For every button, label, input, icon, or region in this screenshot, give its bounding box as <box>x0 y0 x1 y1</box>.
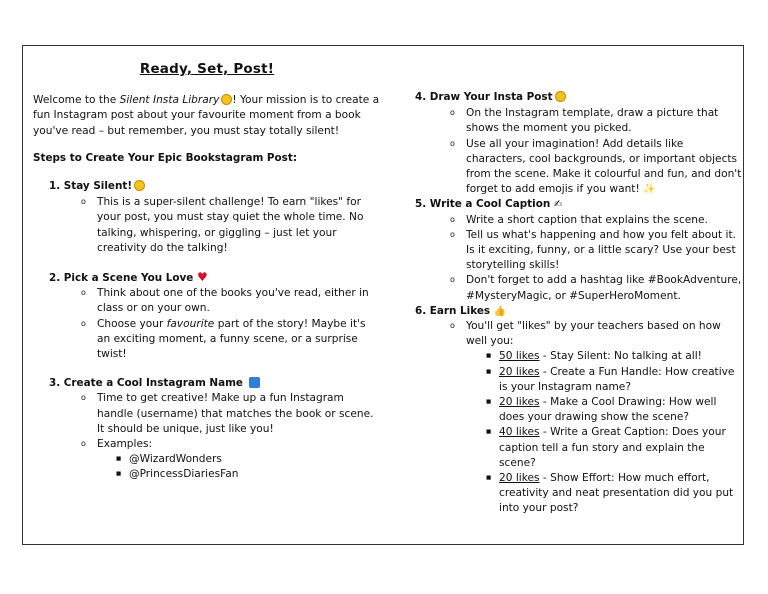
step-2-list <box>97 286 381 362</box>
name-badge-icon <box>249 377 260 388</box>
heart-icon: ♥ <box>196 270 208 285</box>
step-6-list <box>466 319 743 517</box>
smiling-face-icon <box>555 91 566 102</box>
hushed-face-icon <box>134 180 145 191</box>
step-5 <box>415 197 743 303</box>
step-2 <box>33 270 381 362</box>
steps-heading: Steps to Create Your Epic Bookstagram Post: <box>33 151 297 164</box>
writing-hand-icon: ✍ <box>553 199 563 211</box>
list-item: o Examples: ■ @WizardWonders ■ @PrincessDiariesFan <box>97 437 381 483</box>
likes-item: ■ 50 likes - Stay Silent: No talking at all! <box>499 349 743 364</box>
step-heading: 4. Draw Your Insta Post <box>415 90 743 105</box>
step-heading: 3. Create a Cool Instagram Name <box>49 376 381 391</box>
example-handle: ■ @PrincessDiariesFan <box>129 467 381 482</box>
list-item: o Write a short caption that explains the scene. <box>466 213 743 228</box>
step-heading: 5. Write a Cool Caption ✍ <box>415 198 563 211</box>
likes-item: ■ 20 likes - Make a Cool Drawing: How well does your drawing show the scene? <box>499 395 743 425</box>
hushed-face-icon <box>221 94 232 105</box>
thumbs-up-icon: 👍 <box>493 305 507 317</box>
sparkles-icon: ✨ <box>643 184 656 196</box>
step-1-list <box>97 195 381 256</box>
likes-item: ■ 40 likes - Write a Great Caption: Does your caption tell a fun story and explain the scene? <box>499 425 743 471</box>
step-heading: 1. Stay Silent! <box>49 179 381 194</box>
step-3 <box>33 376 381 482</box>
step-4-list <box>466 106 743 197</box>
step-6 <box>415 304 743 517</box>
step-5-list <box>466 213 743 304</box>
likes-list <box>499 349 743 516</box>
document-page <box>22 45 744 545</box>
list-item: o This is a super-silent challenge! To earn "likes" for your post, you must stay quiet the whole time. No talking, whispering, or giggling – just let your creativity do the talking! <box>97 195 381 256</box>
list-item: o On the Instagram template, draw a picture that shows the moment you picked. <box>466 106 743 136</box>
list-item: o Think about one of the books you've read, either in class or on your own. <box>97 286 381 316</box>
right-column <box>415 90 743 517</box>
step-3-list <box>97 391 381 482</box>
list-item: o Use all your imagination! Add details like characters, cool backgrounds, or important objects from the scene. Make it colourful and fun, and don't forget to add emojis if you want! ✨ <box>466 137 743 198</box>
step-heading: 6. Earn Likes 👍 <box>415 304 507 317</box>
page-title: Ready, Set, Post! <box>139 61 275 77</box>
list-item: o You'll get "likes" by your teachers based on how well you: ■ 50 likes - Stay Silent: No talking at all! ■ 20 likes - Create a Fun Handle: How creative is your Instagram name? ■ 20 likes - Make a Cool Drawing: How well does your drawing show the scene? ■ 40 likes - Write a Great Caption: Does your caption tell a fun story and explain the scene? ■ 20 likes - Show Effort: How much effort, creativity and neat presentation did you put into your post? <box>466 319 743 517</box>
list-item: o Tell us what's happening and how you felt about it. Is it exciting, funny, or a little scary? Use your best storytelling skills! <box>466 228 743 274</box>
step-1 <box>33 179 381 256</box>
list-item: o Choose your favourite part of the story! Maybe it's an exciting moment, a funny scene, or a surprise twist! <box>97 317 381 363</box>
left-column <box>33 46 381 483</box>
likes-item: ■ 20 likes - Create a Fun Handle: How creative is your Instagram name? <box>499 365 743 395</box>
intro-paragraph: Welcome to the Silent Insta Library ! Your mission is to create a fun Instagram post about your favourite moment from a book you've read – but remember, you must stay totally silent! <box>33 94 380 137</box>
likes-item: ■ 20 likes - Show Effort: How much effort, creativity and neat presentation did you put into your post? <box>499 471 743 517</box>
example-handle: ■ @WizardWonders <box>129 452 381 467</box>
step-heading: 2. Pick a Scene You Love ♥ <box>49 270 208 285</box>
examples-list <box>129 452 381 482</box>
library-name: Silent Insta Library <box>119 94 220 107</box>
step-4 <box>415 90 743 197</box>
list-item: o Time to get creative! Make up a fun Instagram handle (username) that matches the book or scene. It should be unique, just like you! <box>97 391 381 437</box>
list-item: o Don't forget to add a hashtag like #BookAdventure, #MysteryMagic, or #SuperHeroMoment. <box>466 273 743 303</box>
